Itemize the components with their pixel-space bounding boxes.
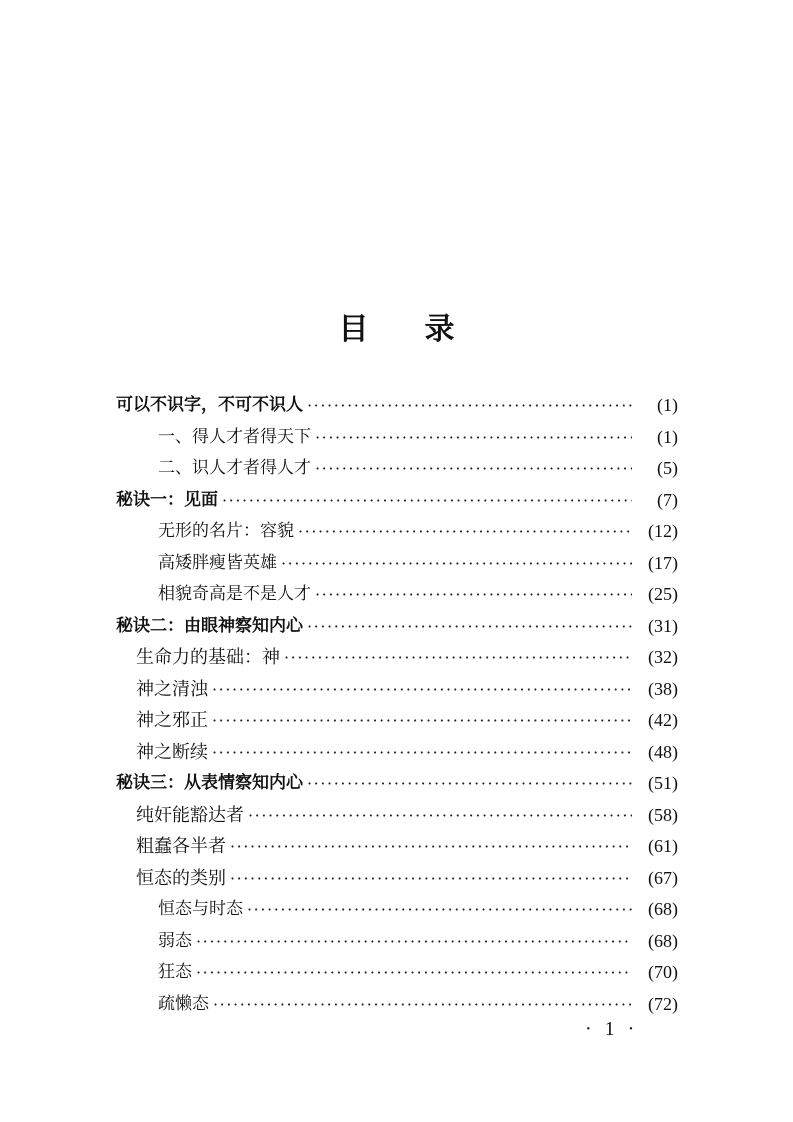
title-char-1: 目 <box>338 312 369 347</box>
toc-entry-page: (25) <box>648 584 678 604</box>
toc-entry <box>116 674 678 706</box>
dot-leader <box>307 611 632 643</box>
dot-leader <box>315 422 632 454</box>
toc-entry-page: (1) <box>657 426 678 447</box>
toc-entry-page: (42) <box>648 710 678 730</box>
table-of-contents <box>116 390 678 1020</box>
dot-leader <box>222 485 632 517</box>
toc-entry <box>116 831 678 863</box>
toc-entry <box>116 453 678 485</box>
toc-entry-title: 无形的名片：容貌 <box>158 521 294 541</box>
toc-entry-page: (70) <box>648 962 678 982</box>
toc-entry <box>116 957 678 989</box>
toc-entry-page: (51) <box>648 773 678 793</box>
toc-entry-page: (32) <box>648 647 678 667</box>
toc-entry-title: 一、得人才者得天下 <box>158 426 311 447</box>
dot-leader <box>196 957 632 989</box>
toc-entry-page: (31) <box>648 615 678 636</box>
toc-entry <box>116 768 678 800</box>
toc-entry-page: (68) <box>648 899 678 919</box>
toc-entry-page: (61) <box>648 836 678 856</box>
toc-entry <box>116 863 678 895</box>
toc-entry <box>116 422 678 454</box>
toc-entry-page: (38) <box>648 678 678 699</box>
toc-entry-title: 恒态的类别 <box>136 867 226 889</box>
toc-entry <box>116 737 678 769</box>
toc-entry-title: 神之邪正 <box>136 710 208 731</box>
dot-leader <box>315 579 632 611</box>
toc-entry-title: 二、识人才者得人才 <box>158 458 311 478</box>
dot-leader <box>230 831 632 863</box>
toc-entry-page: (12) <box>648 521 678 541</box>
toc-entry <box>116 705 678 737</box>
toc-entry-title: 高矮胖瘦皆英雄 <box>158 552 277 573</box>
dot-leader <box>247 894 632 926</box>
toc-entry <box>116 800 678 832</box>
toc-entry-title: 可以不识字，不可不识人 <box>116 395 303 415</box>
dot-leader <box>213 989 632 1021</box>
toc-entry-title: 神之清浊 <box>136 678 208 700</box>
dot-leader <box>212 705 632 737</box>
toc-entry <box>116 516 678 548</box>
toc-entry-page: (48) <box>648 741 678 762</box>
toc-entry-title: 神之断续 <box>136 741 208 763</box>
toc-entry-title: 疏懒态 <box>158 993 209 1014</box>
dot-leader <box>298 516 632 548</box>
toc-entry-page: (1) <box>657 395 678 415</box>
toc-entry-title: 纯奸能豁达者 <box>136 804 244 826</box>
toc-entry-title: 弱态 <box>158 930 192 951</box>
toc-entry-title: 狂态 <box>158 962 192 982</box>
toc-entry-page: (72) <box>648 993 678 1014</box>
toc-entry-title: 恒态与时态 <box>158 899 243 919</box>
toc-entry-page: (5) <box>657 458 678 478</box>
toc-entry <box>116 579 678 611</box>
dot-leader <box>248 800 632 832</box>
dot-leader <box>196 926 632 958</box>
toc-entry-title: 粗蠢各半者 <box>136 836 226 857</box>
dot-leader <box>315 453 632 485</box>
toc-entry-page: (67) <box>648 867 678 888</box>
dot-leader <box>307 768 632 800</box>
toc-entry-title: 秘诀一：见面 <box>116 489 218 510</box>
toc-entry-page: (58) <box>648 804 678 825</box>
toc-entry-page: (68) <box>648 930 678 951</box>
toc-entry-title: 相貌奇高是不是人才 <box>158 584 311 604</box>
title-char-2: 录 <box>424 312 455 347</box>
toc-entry <box>116 390 678 422</box>
toc-entry <box>116 989 678 1021</box>
toc-entry <box>116 894 678 926</box>
dot-leader <box>212 674 632 706</box>
toc-entry-title: 生命力的基础：神 <box>136 647 280 668</box>
toc-entry <box>116 548 678 580</box>
toc-entry <box>116 642 678 674</box>
dot-leader <box>284 642 632 674</box>
page-number: · 1 · <box>585 1018 639 1040</box>
dot-leader <box>212 737 632 769</box>
dot-leader <box>281 548 632 580</box>
page-title <box>0 304 793 348</box>
toc-entry <box>116 926 678 958</box>
dot-leader <box>230 863 632 895</box>
toc-entry-title: 秘诀三：从表情察知内心 <box>116 773 303 793</box>
toc-entry-title: 秘诀二：由眼神察知内心 <box>116 615 303 636</box>
toc-entry-page: (17) <box>648 552 678 573</box>
dot-leader <box>307 390 632 422</box>
toc-entry <box>116 611 678 643</box>
toc-entry-page: (7) <box>657 489 678 510</box>
toc-entry <box>116 485 678 517</box>
